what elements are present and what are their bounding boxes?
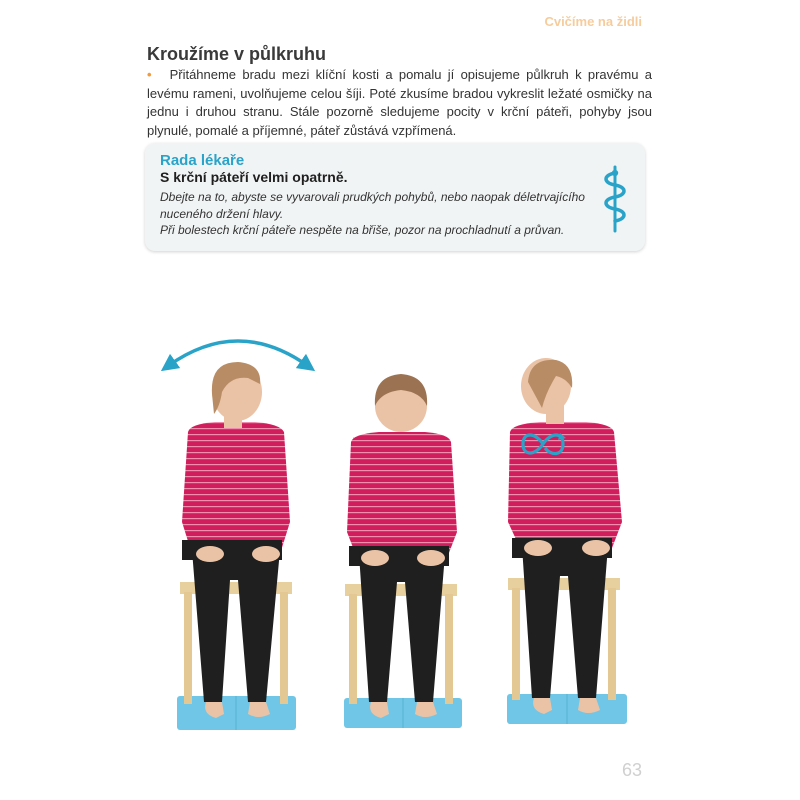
bullet-icon: • <box>147 67 152 82</box>
advice-text <box>160 189 590 239</box>
running-head: Cvičíme na židli <box>544 14 642 29</box>
exercise-photos <box>120 322 685 750</box>
advice-heading: Rada lékaře <box>160 152 245 169</box>
advice-line-1: Dbejte na to, abyste se vyvarovali prudkých pohybů, nebo naopak déletrvajícího nuceného držení hlavy. <box>160 190 585 221</box>
doctor-advice-box <box>145 143 645 251</box>
exercise-description <box>147 66 652 140</box>
advice-line-2: Při bolestech krční páteře nespěte na břiše, pozor na prochladnutí a průvan. <box>160 223 565 237</box>
page-number: 63 <box>622 760 643 780</box>
photo-person-1 <box>168 341 308 730</box>
advice-subheading: S krční páteří velmi opatrně. <box>160 169 348 185</box>
caduceus-icon <box>600 165 630 233</box>
section-title: Kroužíme v půlkruhu <box>147 44 327 64</box>
photo-person-2 <box>344 374 462 728</box>
photo-person-3 <box>507 358 627 724</box>
exercise-text: Přitáhneme bradu mezi klíční kosti a pomalu jí opisujeme půlkruh k pravému a levému rameni, uvolňujeme celou šíji. Poté zkusíme bradou vykreslit ležaté osmičky na jednu i druhou stranu. Stále pozorně sledujeme pocity v krční páteři, pohyby jsou plynulé, pomalé a příjemné, páteř zůstává vzpřímená. <box>147 67 652 138</box>
